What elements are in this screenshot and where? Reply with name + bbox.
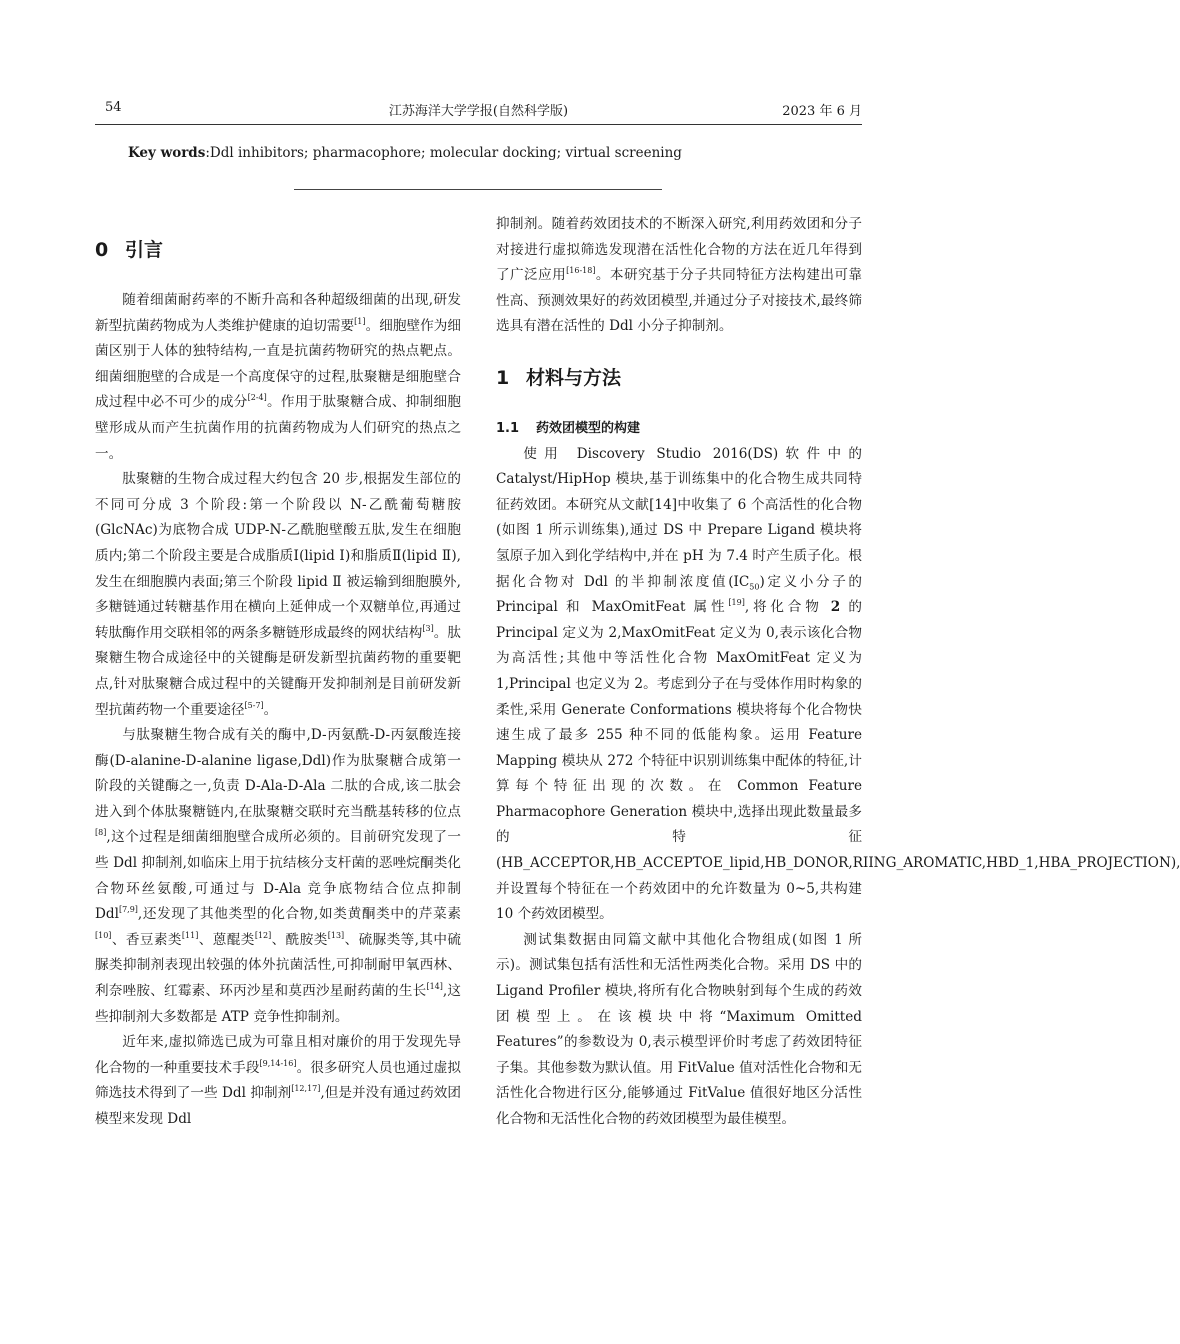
- paragraph-5: 使用 Discovery Studio 2016(DS)软件中的 Catalyst/HipHop 模块,基于训练集中的化合物生成共同特征药效团。本研究从文献[14]中收集了 6 个高活性的化合物(如图 1 所示训练集),通过 DS 中 Prepare Ligand 模块将氢原子加入到化学结构中,并在 pH 为 7.4 时产生质子化。根据化合物对 Ddl 的半抑制浓度值$(IC_{50})$定义小分子的 Principal 和 MaxOmitFeat 属性[19],将化合物 2 的 Principal 定义为 2,MaxOmitFeat 定义为 0,表示该化合物为高活性;其他中等活性化合物 MaxOmitFeat 定义为 1,Principal 也定义为 2。考虑到分子在与受体作用时构象的柔性,采用 Generate Conformations 模块将每个化合物快速生成了最多 255 种不同的低能构象。运用 Feature Mapping 模块从 272 个特征中识别训练集中配体的特征,计算每个特征出现的次数。在 Common Feature Pharmacophore Generation 模块中,选择出现此数量最多的特征(HB_ACCEPTOR,HB_ACCEPTOE_lipid,HB_DONOR,RIING_AROMATIC,HBD_1,HBA_PROJECTION),并设置每个特征在一个药效团中的允许数量为 0~5,共构建 10 个药效团模型。: [496, 445, 1180, 923]
- header-rule: [95, 124, 862, 125]
- paragraph-4: 近年来,虚拟筛选已成为可靠且相对廉价的用于发现先导化合物的一种重要技术手段[9,14-16]。很多研究人员也通过虚拟筛选技术得到了一些 Ddl 抑制剂[12,17],但是并没有通过药效团模型来发现 Ddl: [95, 1034, 461, 1127]
- keywords: [128, 145, 682, 161]
- citation: [9,14-16]: [259, 1058, 297, 1068]
- issue-date: 2023 年 6 月: [782, 104, 862, 119]
- paragraph-6: 测试集数据由同篇文献中其他化合物组成(如图 1 所示)。测试集包括有活性和无活性两类化合物。采用 DS 中的 Ligand Profiler 模块,将所有化合物映射到每个生成的药效团模型上。在该模块中将“Maximum Omitted Features”的参数设为 0,表示模型评价时考虑了药效团特征子集。其他参数为默认值。用 FitValue 值对活性化合物和无活性化合物进行区分,能够通过 FitValue 值很好地区分活性化合物和无活性化合物的药效团模型为最佳模型。: [496, 931, 862, 1127]
- section-heading-1: 1 材料与方法: [496, 366, 622, 389]
- citation: [1]: [354, 316, 366, 326]
- citation: [19]: [728, 598, 745, 608]
- left-column: [95, 212, 461, 1133]
- citation: [12]: [254, 930, 272, 940]
- keywords-label: Key words: [128, 145, 206, 161]
- abstract-divider: [294, 189, 662, 190]
- section-heading-0: 0 引言: [95, 239, 164, 261]
- citation: [12,17]: [291, 1084, 321, 1094]
- citation: [7,9]: [118, 905, 138, 915]
- page-header: [95, 98, 862, 126]
- paragraph-2: 肽聚糖的生物合成过程大约包含 20 步,根据发生部位的不同可分成 3 个阶段:第一个阶段以 N-乙酰葡萄糖胺 (GlcNAc)为底物合成 UDP-N-乙酰胞壁酸五肽,发生在细胞质内;第二个阶段主要是合成脂质Ⅰ(lipid Ⅰ)和脂质Ⅱ(lipid Ⅱ),发生在细胞膜内表面;第三个阶段 lipid Ⅱ 被运输到细胞膜外,多糖链通过转糖基作用在横向上延伸成一个双糖单位,再通过转肽酶作用交联相邻的两条多糖链形成最终的网状结构[3]。肽聚糖生物合成途径中的关键酶是研发新型抗菌药物的重要靶点,针对肽聚糖合成过程中的关键酶开发抑制剂是目前研发新型抗菌药物一个重要途径[5-7]。: [95, 471, 461, 718]
- citation: [10]: [95, 930, 112, 940]
- paragraph-1: 随着细菌耐药率的不断升高和各种超级细菌的出现,研发新型抗菌药物成为人类维护健康的迫切需要[1]。细胞壁作为细菌区别于人体的独特结构,一直是抗菌药物研究的热点靶点。细菌细胞壁的合成是一个高度保守的过程,肽聚糖是细胞壁合成过程中必不可少的成分[2-4]。作用于肽聚糖合成、抑制细胞壁形成从而产生抗菌作用的抗菌药物成为人们研究的热点之一。: [95, 292, 461, 462]
- citation: [13]: [327, 930, 345, 940]
- journal-title: 江苏海洋大学学报(自然科学版): [388, 104, 569, 119]
- citation: [11]: [181, 930, 199, 940]
- citation: [8]: [95, 828, 107, 838]
- citation: [3]: [422, 623, 434, 633]
- citation: [5-7]: [244, 700, 264, 710]
- paragraph-4-continued: 抑制剂。随着药效团技术的不断深入研究,利用药效团和分子对接进行虚拟筛选发现潜在活性化合物的方法在近几年得到了广泛应用[16-18]。本研究基于分子共同特征方法构建出可靠性高、预测效果好的药效团模型,并通过分子对接技术,最终筛选具有潜在活性的 Ddl 小分子抑制剂。: [496, 216, 863, 335]
- paragraph-3: 与肽聚糖生物合成有关的酶中,D-丙氨酰-D-丙氨酸连接酶(D-alanine-D-alanine ligase,Ddl)作为肽聚糖合成第一阶段的关键酶之一,负责 D-Ala-D-Ala 二肽的合成,该二肽会进入到个体肽聚糖链内,在肽聚糖交联时充当酰基转移的位点[8],这个过程是细菌细胞壁合成所必须的。目前研究发现了一些 Ddl 抑制剂,如临床上用于抗结核分支杆菌的恶唑烷酮类化合物环丝氨酸,可通过与 D-Ala 竞争底物结合位点抑制 Ddl[7,9],还发现了其他类型的化合物,如类黄酮类中的芹菜素[10]、香豆素类[11]、蒽醌类[12]、酰胺类[13]、硫脲类等,其中硫脲类抑制剂表现出较强的体外抗菌活性,可抑制耐甲氧西林、利奈唑胺、红霉素、环丙沙星和莫西沙星耐药菌的生长[14],这些抑制剂大多数都是 ATP 竞争性抑制剂。: [95, 727, 462, 1025]
- citation: [2-4]: [247, 393, 267, 403]
- citation: [16-18]: [566, 266, 596, 276]
- citation: [14]: [426, 982, 443, 992]
- page-number: 54: [105, 100, 122, 115]
- subsection-heading-1-1: 1.1 药效团模型的构建: [496, 420, 641, 436]
- right-column: [496, 212, 1180, 1133]
- keywords-text: :Ddl inhibitors; pharmacophore; molecular docking; virtual screening: [205, 145, 682, 161]
